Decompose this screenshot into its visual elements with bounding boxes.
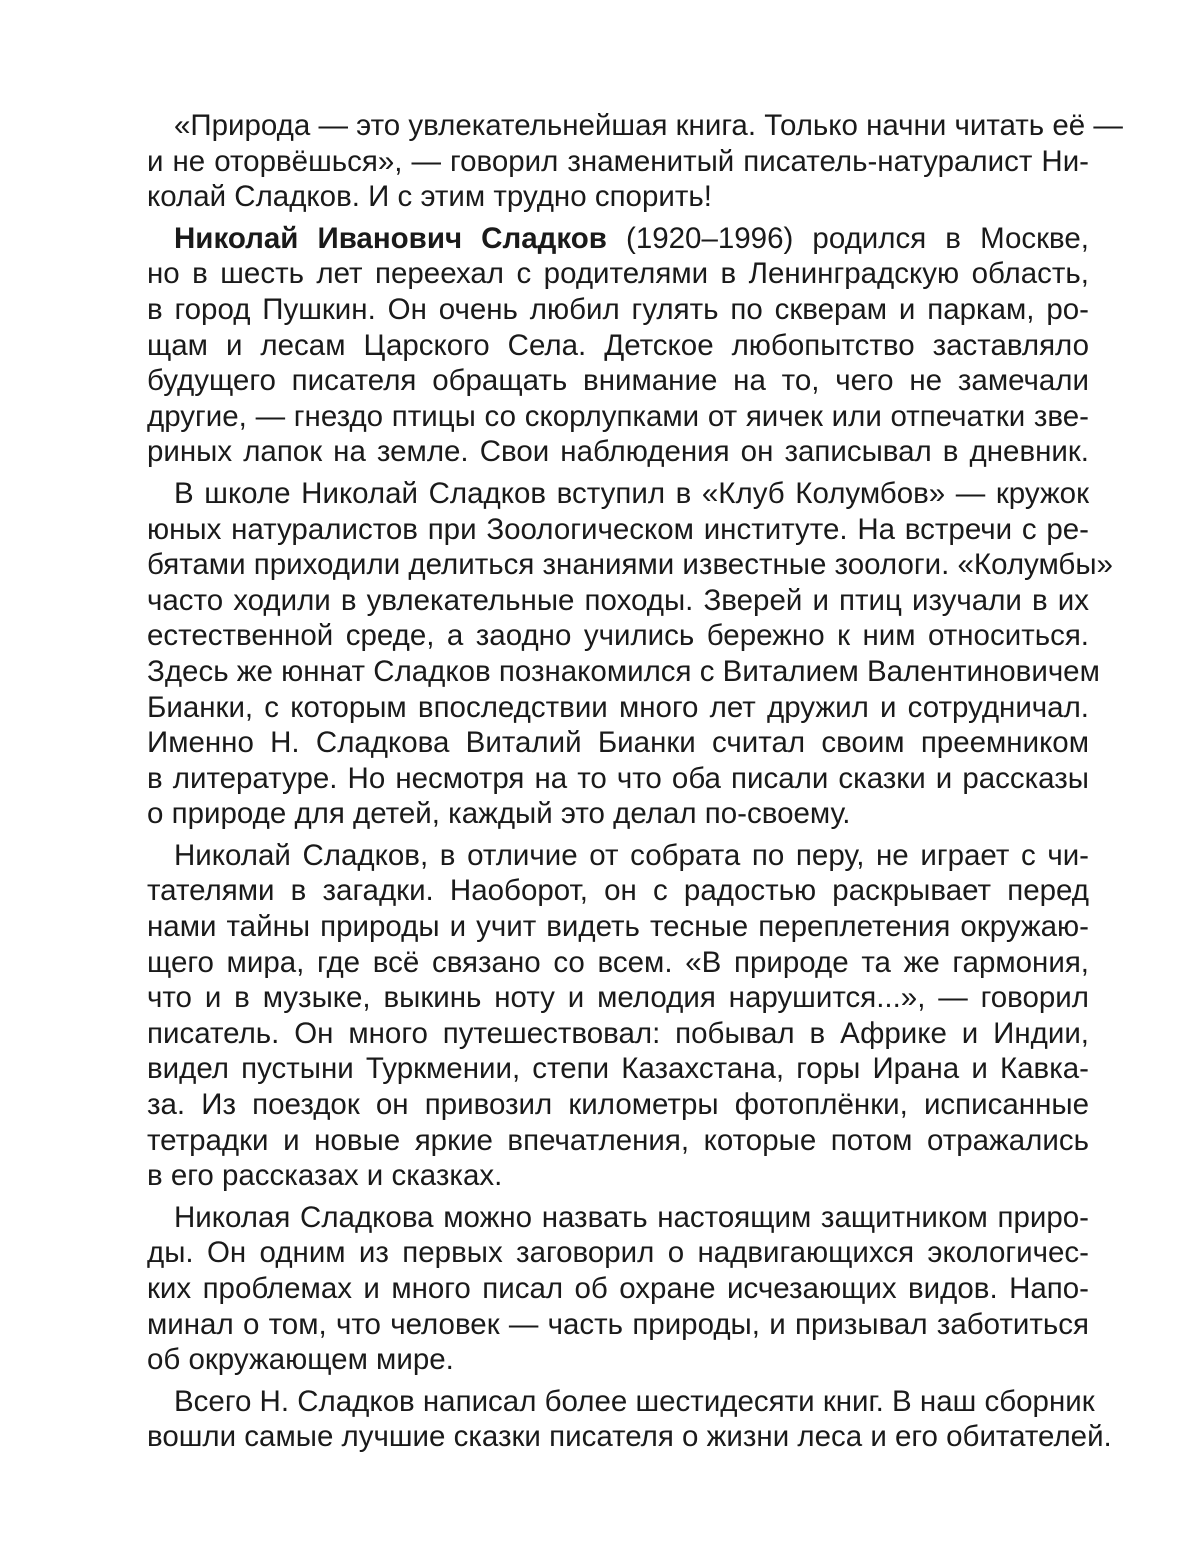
text-line: щего мира, где всё связано со всем. «В природе та же гармония, [147,945,1089,979]
text-line: Всего Н. Сладков написал более шестидесяти книг. В наш сборник [174,1384,1095,1418]
text-line: в город Пушкин. Он очень любил гулять по скверам и паркам, ро- [147,292,1089,326]
text-line: что и в музыке, выкинь ноту и мелодия нарушится...», — говорил [147,981,1089,1015]
text-line: писатель. Он много путешествовал: побывал в Африке и Индии, [147,1016,1089,1050]
text-line: естественной среде, а заодно учились бережно к ним относиться. [147,619,1089,653]
paragraph-collection [147,1384,1112,1455]
text-line: минал о том, что человек — часть природы, и призывал заботиться [147,1307,1089,1341]
paragraph-school [147,476,1113,832]
paragraph-travels [147,838,1089,1194]
text-line: будущего писателя обращать внимание на то, чего не замечали [147,364,1089,398]
paragraph-biography [147,221,1089,470]
text-line: В школе Николай Сладков вступил в «Клуб Колумбов» — кружок [174,476,1089,510]
text-line: другие, — гнездо птицы со скорлупками от яичек или отпечатки зве- [147,399,1089,433]
text-line: юных натуралистов при Зоологическом институте. На встречи с ре- [147,512,1089,546]
text-line: бятами приходили делиться знаниями известные зоологи. «Колумбы» [147,548,1113,582]
text-line: Бианки, с которым впоследствии много лет дружил и сотрудничал. [147,690,1089,724]
document-page [147,108,1123,1461]
text-line: Николай Сладков, в отличие от собрата по перу, не играет с чи- [174,838,1089,872]
text-fragment: (1920–1996) родился в Москве, [606,221,1089,255]
text-line: риных лапок на земле. Свои наблюдения он записывал в дневник. [147,435,1089,469]
text-line: часто ходили в увлекательные походы. Зверей и птиц изучали в их [147,583,1089,617]
paragraph-nature-defender [147,1200,1089,1378]
text-line: в литературе. Но несмотря на то что оба писали сказки и рассказы [147,761,1089,795]
text-line: «Природа — это увлекательнейшая книга. Только начни читать её — [174,109,1123,142]
text-line: вошли самые лучшие сказки писателя о жизни леса и его обитателей. [147,1420,1112,1454]
text-line: тетрадки и новые яркие впечатления, которые потом отражались [147,1123,1089,1157]
text-line: и не оторвёшься», — говорил знаменитый писатель-натуралист Ни- [147,144,1089,178]
text-line: тателями в загадки. Наоборот, он с радостью раскрывает перед [147,874,1089,908]
text-line: о природе для детей, каждый это делал по-своему. [147,797,851,831]
author-name: Николай Иванович Сладков [174,221,607,255]
text-line: видел пустыни Туркмении, степи Казахстана, горы Ирана и Кавка- [147,1052,1089,1086]
text-line: Именно Н. Сладкова Виталий Бианки считал своим преемником [147,726,1089,760]
text-line: щам и лесам Царского Села. Детское любопытство заставляло [147,328,1089,362]
paragraph-intro-quote [147,108,1123,215]
text-line [147,221,1089,257]
text-line: за. Из поездок он привозил километры фотоплёнки, исписанные [147,1088,1089,1122]
text-line: колай Сладков. И с этим трудно спорить! [147,180,712,214]
text-line: ких проблемах и много писал об охране исчезающих видов. Напо- [147,1272,1089,1305]
text-line: Николая Сладкова можно назвать настоящим защитником приро- [174,1200,1089,1234]
text-line: об окружающем мире. [147,1343,454,1377]
text-line: но в шесть лет переехал с родителями в Ленинградскую область, [147,257,1089,291]
text-line: нами тайны природы и учит видеть тесные переплетения окружаю- [147,910,1089,944]
text-line: Здесь же юннат Сладков познакомился с Виталием Валентиновичем [147,654,1100,688]
text-line: в его рассказах и сказках. [147,1159,503,1193]
text-line: ды. Он одним из первых заговорил о надвигающихся экологичес- [147,1236,1089,1270]
